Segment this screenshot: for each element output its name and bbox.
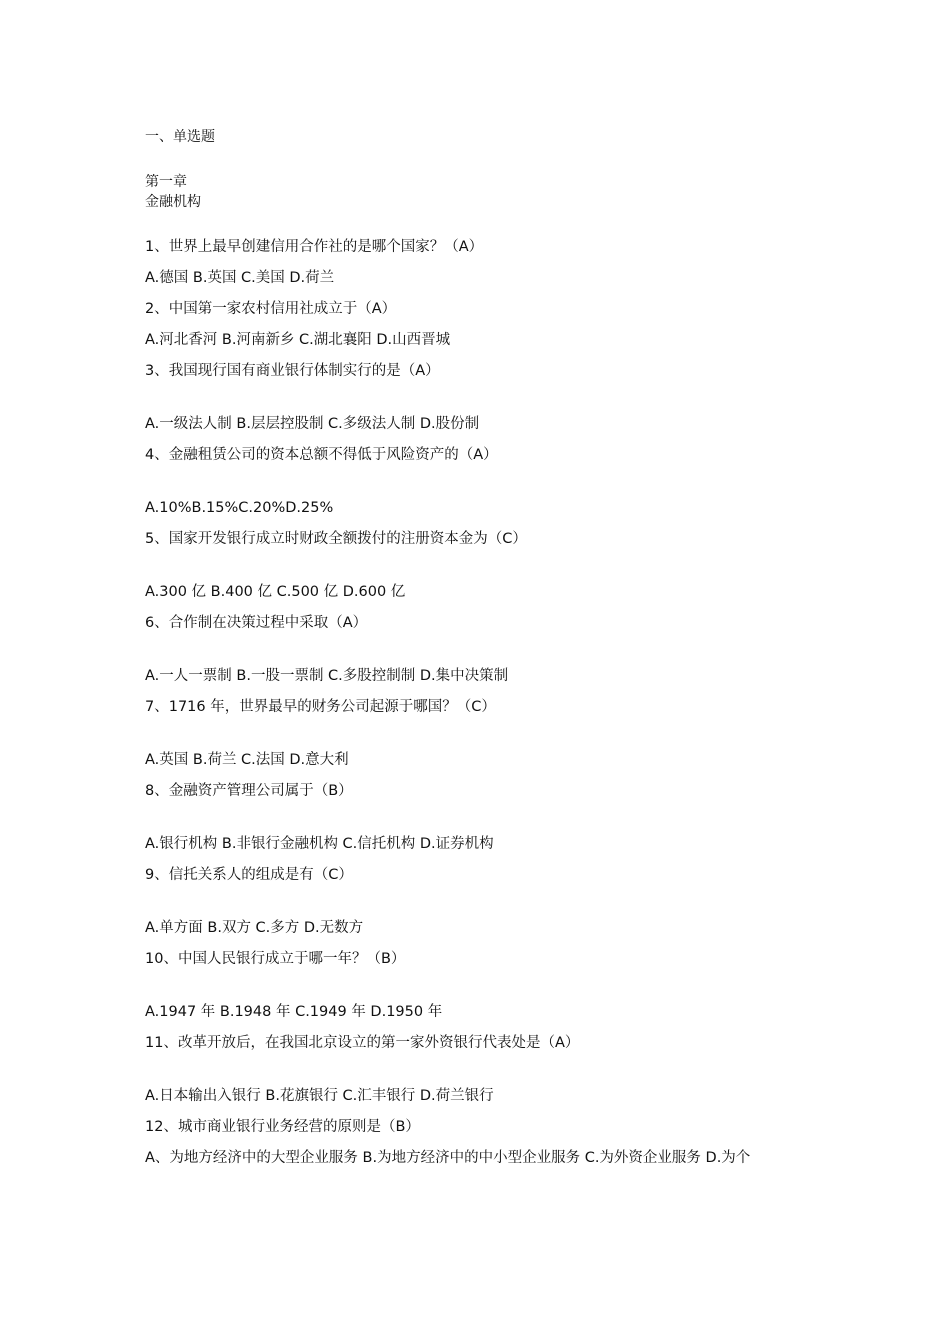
question-4: 4、金融租赁公司的资本总额不得低于风险资产的（A）	[145, 447, 498, 463]
question-9: 9、信托关系人的组成是有（C）	[145, 867, 353, 883]
question-12: 12、城市商业银行业务经营的原则是（B）	[145, 1119, 420, 1135]
question-3: 3、我国现行国有商业银行体制实行的是（A）	[145, 363, 440, 379]
question-7: 7、1716 年，世界最早的财务公司起源于哪国？（C）	[145, 699, 496, 715]
question-11-options: A.日本输出入银行 B.花旗银行 C.汇丰银行 D.荷兰银行	[145, 1088, 494, 1104]
question-list	[145, 237, 950, 1168]
question-3-options: A.一级法人制 B.层层控股制 C.多级法人制 D.股份制	[145, 416, 480, 432]
question-2: 2、中国第一家农村信用社成立于（A）	[145, 301, 397, 317]
question-5-options: A.300 亿 B.400 亿 C.500 亿 D.600 亿	[145, 584, 406, 600]
question-9-options: A.单方面 B.双方 C.多方 D.无数方	[145, 920, 364, 936]
chapter-heading	[145, 172, 950, 212]
question-11: 11、改革开放后，在我国北京设立的第一家外资银行代表处是（A）	[145, 1035, 580, 1051]
question-12-options: A、为地方经济中的大型企业服务 B.为地方经济中的中小型企业服务 C.为外资企业服务 D.为个	[145, 1150, 751, 1166]
question-1: 1、世界上最早创建信用合作社的是哪个国家？（A）	[145, 239, 484, 255]
question-7-options: A.英国 B.荷兰 C.法国 D.意大利	[145, 752, 349, 768]
question-5: 5、国家开发银行成立时财政全额拨付的注册资本金为（C）	[145, 531, 527, 547]
question-4-options: A.10%B.15%C.20%D.25%	[145, 500, 334, 516]
question-6: 6、合作制在决策过程中采取（A）	[145, 615, 368, 631]
section-title: 一、单选题	[145, 129, 215, 145]
question-10: 10、中国人民银行成立于哪一年？（B）	[145, 951, 406, 967]
question-6-options: A.一人一票制 B.一股一票制 C.多股控制制 D.集中决策制	[145, 668, 509, 684]
chapter-number: 第一章	[145, 174, 187, 190]
question-2-options: A.河北香河 B.河南新乡 C.湖北襄阳 D.山西晋城	[145, 332, 451, 348]
question-1-options: A.德国 B.英国 C.美国 D.荷兰	[145, 270, 335, 286]
question-8: 8、金融资产管理公司属于（B）	[145, 783, 353, 799]
question-8-options: A.银行机构 B.非银行金融机构 C.信托机构 D.证券机构	[145, 836, 494, 852]
question-10-options: A.1947 年 B.1948 年 C.1949 年 D.1950 年	[145, 1004, 443, 1020]
chapter-name: 金融机构	[145, 194, 201, 210]
